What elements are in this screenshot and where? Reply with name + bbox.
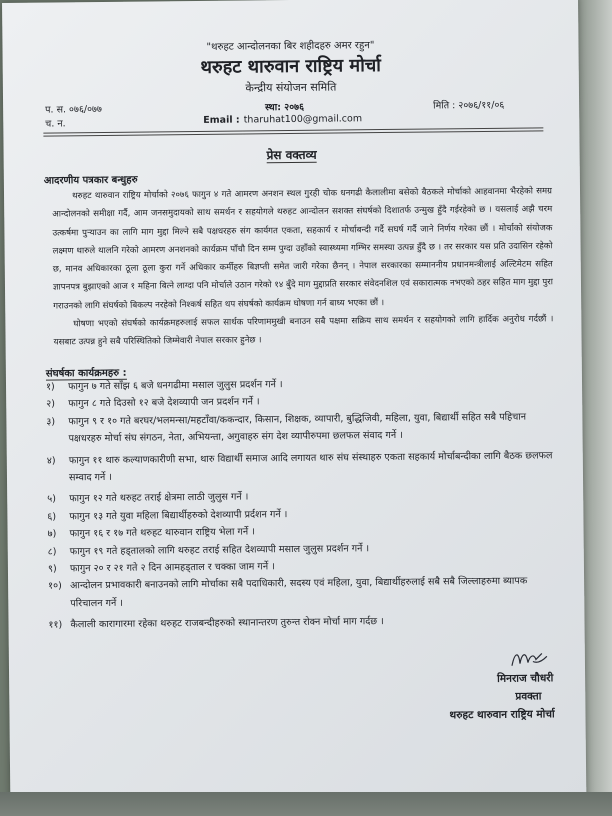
list-item: २) फागुन ८ गते दिउसो १२ बजे देशव्यापी जन प्रदर्शन गर्ने । bbox=[46, 396, 260, 410]
press-title: प्रेस वक्तव्य bbox=[266, 147, 317, 163]
paragraph-1: थरुहट थारुवान राष्ट्रिय मोर्चाको २०७६ फागुन ४ गते आमरण अनशन स्थल गुरही चोक धनगढी कैलालीमा बसेको बैठकले मोर्चाको आहवानमा भैरहेको समग्र आन्दोलनको समीक्षा गर्दै, आम जनसमुदायको साथ समर्थन र सहयोगले थरुहट आन्दोलन सशक्त संघर्षको दिशातर्फ उन्मुख हुँदै गईरहेको छ । यसलाई अझै चरम उत्कर्षमा पुऱ्याउन का लागि माग मुद्दा मिल्ने सबै पक्षधरहरु संग कार्यगत एकता, सहकार्य र मोर्चाबन्दी गर्दै सघर्ष गर्दै जाने निर्णय गरेका छौं । मोर्चाको संयोजक लक्ष्मण थारुले थालनि गरेको आमरण अनशनको कार्यक्रम पाँचौ दिन सम्म पुग्दा उहाँको स्वास्थ्यमा गम्भिर समस्या उत्पन्न हुँदै छ । तर सरकार यस प्रति उदासिन रहेको छ, मानव अधिकारका ठूला ठूला कुरा गर्ने अधिकार कर्मीहरु बिज्ञप्ती समेत जारी गरेका छैनन् । नेपाल सरकारका सम्माननीय प्रधानमन्त्रीलाई अल्टिमेटम सहित ज्ञापनपत्र बुझाएको आज १ महिना बित्ने लाग्दा पनि मोर्चाले उठान गरेको १४ बुँदे माग मुद्दाप्रति सरकार संवेदनशिल एवं सकारात्मक नभएको ठहर सहित माग मुद्दा पुरा गराउनको लागि संघर्षको बिकल्प नरहेको निश्कर्ष सहित थप संघर्षको कार्यक्रम घोषणा गर्न बाध्य भएका छौं । bbox=[52, 186, 554, 312]
slogan: "थरुहट आन्दोलनका बिर शहीदहरु अमर रहुन" bbox=[206, 40, 375, 53]
list-item: ५) फागुन १२ गते थरुहट तराई क्षेत्रमा लाठी जुलुस गर्ने । bbox=[47, 491, 249, 506]
signatory-organization: थरुहट थारुवान राष्ट्रिय मोर्चा bbox=[449, 708, 555, 722]
email-address: tharuhat100@gmail.com bbox=[243, 113, 363, 126]
issue-number: च. न. bbox=[45, 118, 66, 130]
list-item: ३) फागुन ९ र १० गते बरघर/भलमन्सा/महटाँवा/ककन्दार, किसान, शिक्षक, व्यापारी, बुद्धिजिवी, महिला, युवा, बिद्यार्थी सहित सबै पहिचान पक्षधरहरु मोर्चा संघ संगठन, नेता, अभियन्ता, अगुवाहरु संग देश व्यापीरुपमा छलफल संवाद गर्ने । bbox=[46, 411, 527, 445]
date: मिति : २०७६/११/०६ bbox=[433, 99, 505, 112]
list-item: ८) फागुन १९ गते हड्तालको लागि थरुहट तराई सहित देशव्यापी मसाल जुलुस प्रदर्शन गर्ने । bbox=[47, 542, 370, 558]
list-item: ६) फागुन १३ गते युवा महिला बिद्यार्थीहरुको देशव्यापी प्रर्दशन गर्ने । bbox=[47, 508, 288, 523]
committee-name: केन्द्रीय संयोजन समिति bbox=[245, 80, 337, 95]
organization-title: थरुहट थारुवान राष्ट्रिय मोर्चा bbox=[200, 55, 382, 78]
list-item: १०) आन्दोलन प्रभावकारी बनाउनको लागि मोर्चाका सबै पदाधिकारी, सदस्य एवं महिला, युवा, बिद्यार्थीहरुलाई सबै सबै जिल्लाहरुमा ब्यापक परिचालन गर्ने । bbox=[48, 576, 528, 610]
press-body bbox=[52, 182, 554, 352]
list-item: ७) फागुन १६ र १७ गते थरुहट थारुवान राष्ट्रिय भेला गर्ने । bbox=[47, 526, 255, 540]
list-item: १) फागुन ७ गते साँझ ६ बजे धनगढीमा मसाल जुलुस प्रदर्शन गर्ने । bbox=[45, 379, 283, 393]
programs-list bbox=[46, 373, 559, 634]
establishment-year: स्था: २०७६ bbox=[265, 101, 305, 114]
paragraph-2: घोषणा भएको संघर्षको कार्यक्रमहरुलाई सफल सार्थक परिणाममुखी बनाउन सबै पक्षमा सक्रिय साथ समर्थन र सहयोगको लागि हार्दिक अनुरोध गर्दछौं । यसबाट उत्पन्न हुने सबै परिस्थितिको जिम्मेवारी नेपाल सरकार हुनेछ । bbox=[53, 314, 554, 348]
list-item: ११) कैलाली कारागारमा रहेका थरुहट राजबन्दीहरुको स्थानान्तरण तुरुन्त रोक्न मोर्चा माग गर्दछ । bbox=[48, 616, 384, 631]
press-release-document bbox=[2, 0, 586, 807]
handwritten-signature bbox=[509, 647, 549, 669]
signatory-role: प्रवक्ता bbox=[515, 690, 542, 703]
list-item: ९) फागुन २० र २१ गते २ दिन आमहड्ताल र चक्का जाम गर्ने । bbox=[47, 561, 275, 575]
greeting: आदरणीय पत्रकार बन्धुहरु bbox=[43, 174, 138, 187]
email-row bbox=[203, 113, 362, 126]
signatory-name: मिनराज चौधरी bbox=[497, 672, 554, 685]
reference-number: प. स. ०७६/०७७ bbox=[45, 103, 102, 116]
background-floor bbox=[0, 792, 612, 816]
programs-title: संघर्षका कार्यक्रमहरु : bbox=[45, 367, 127, 380]
list-item: ४) फागुन ११ थारु कल्याणकारीणी सभा, थारु विद्यार्थी समाज आदि लगायत थारु संघ संस्थाहरु एकता सहकार्य मोर्चाबन्दीका लागि बैठक छलफल सम्वाद गर्ने । bbox=[46, 449, 553, 484]
email-label: Email : bbox=[203, 114, 240, 126]
